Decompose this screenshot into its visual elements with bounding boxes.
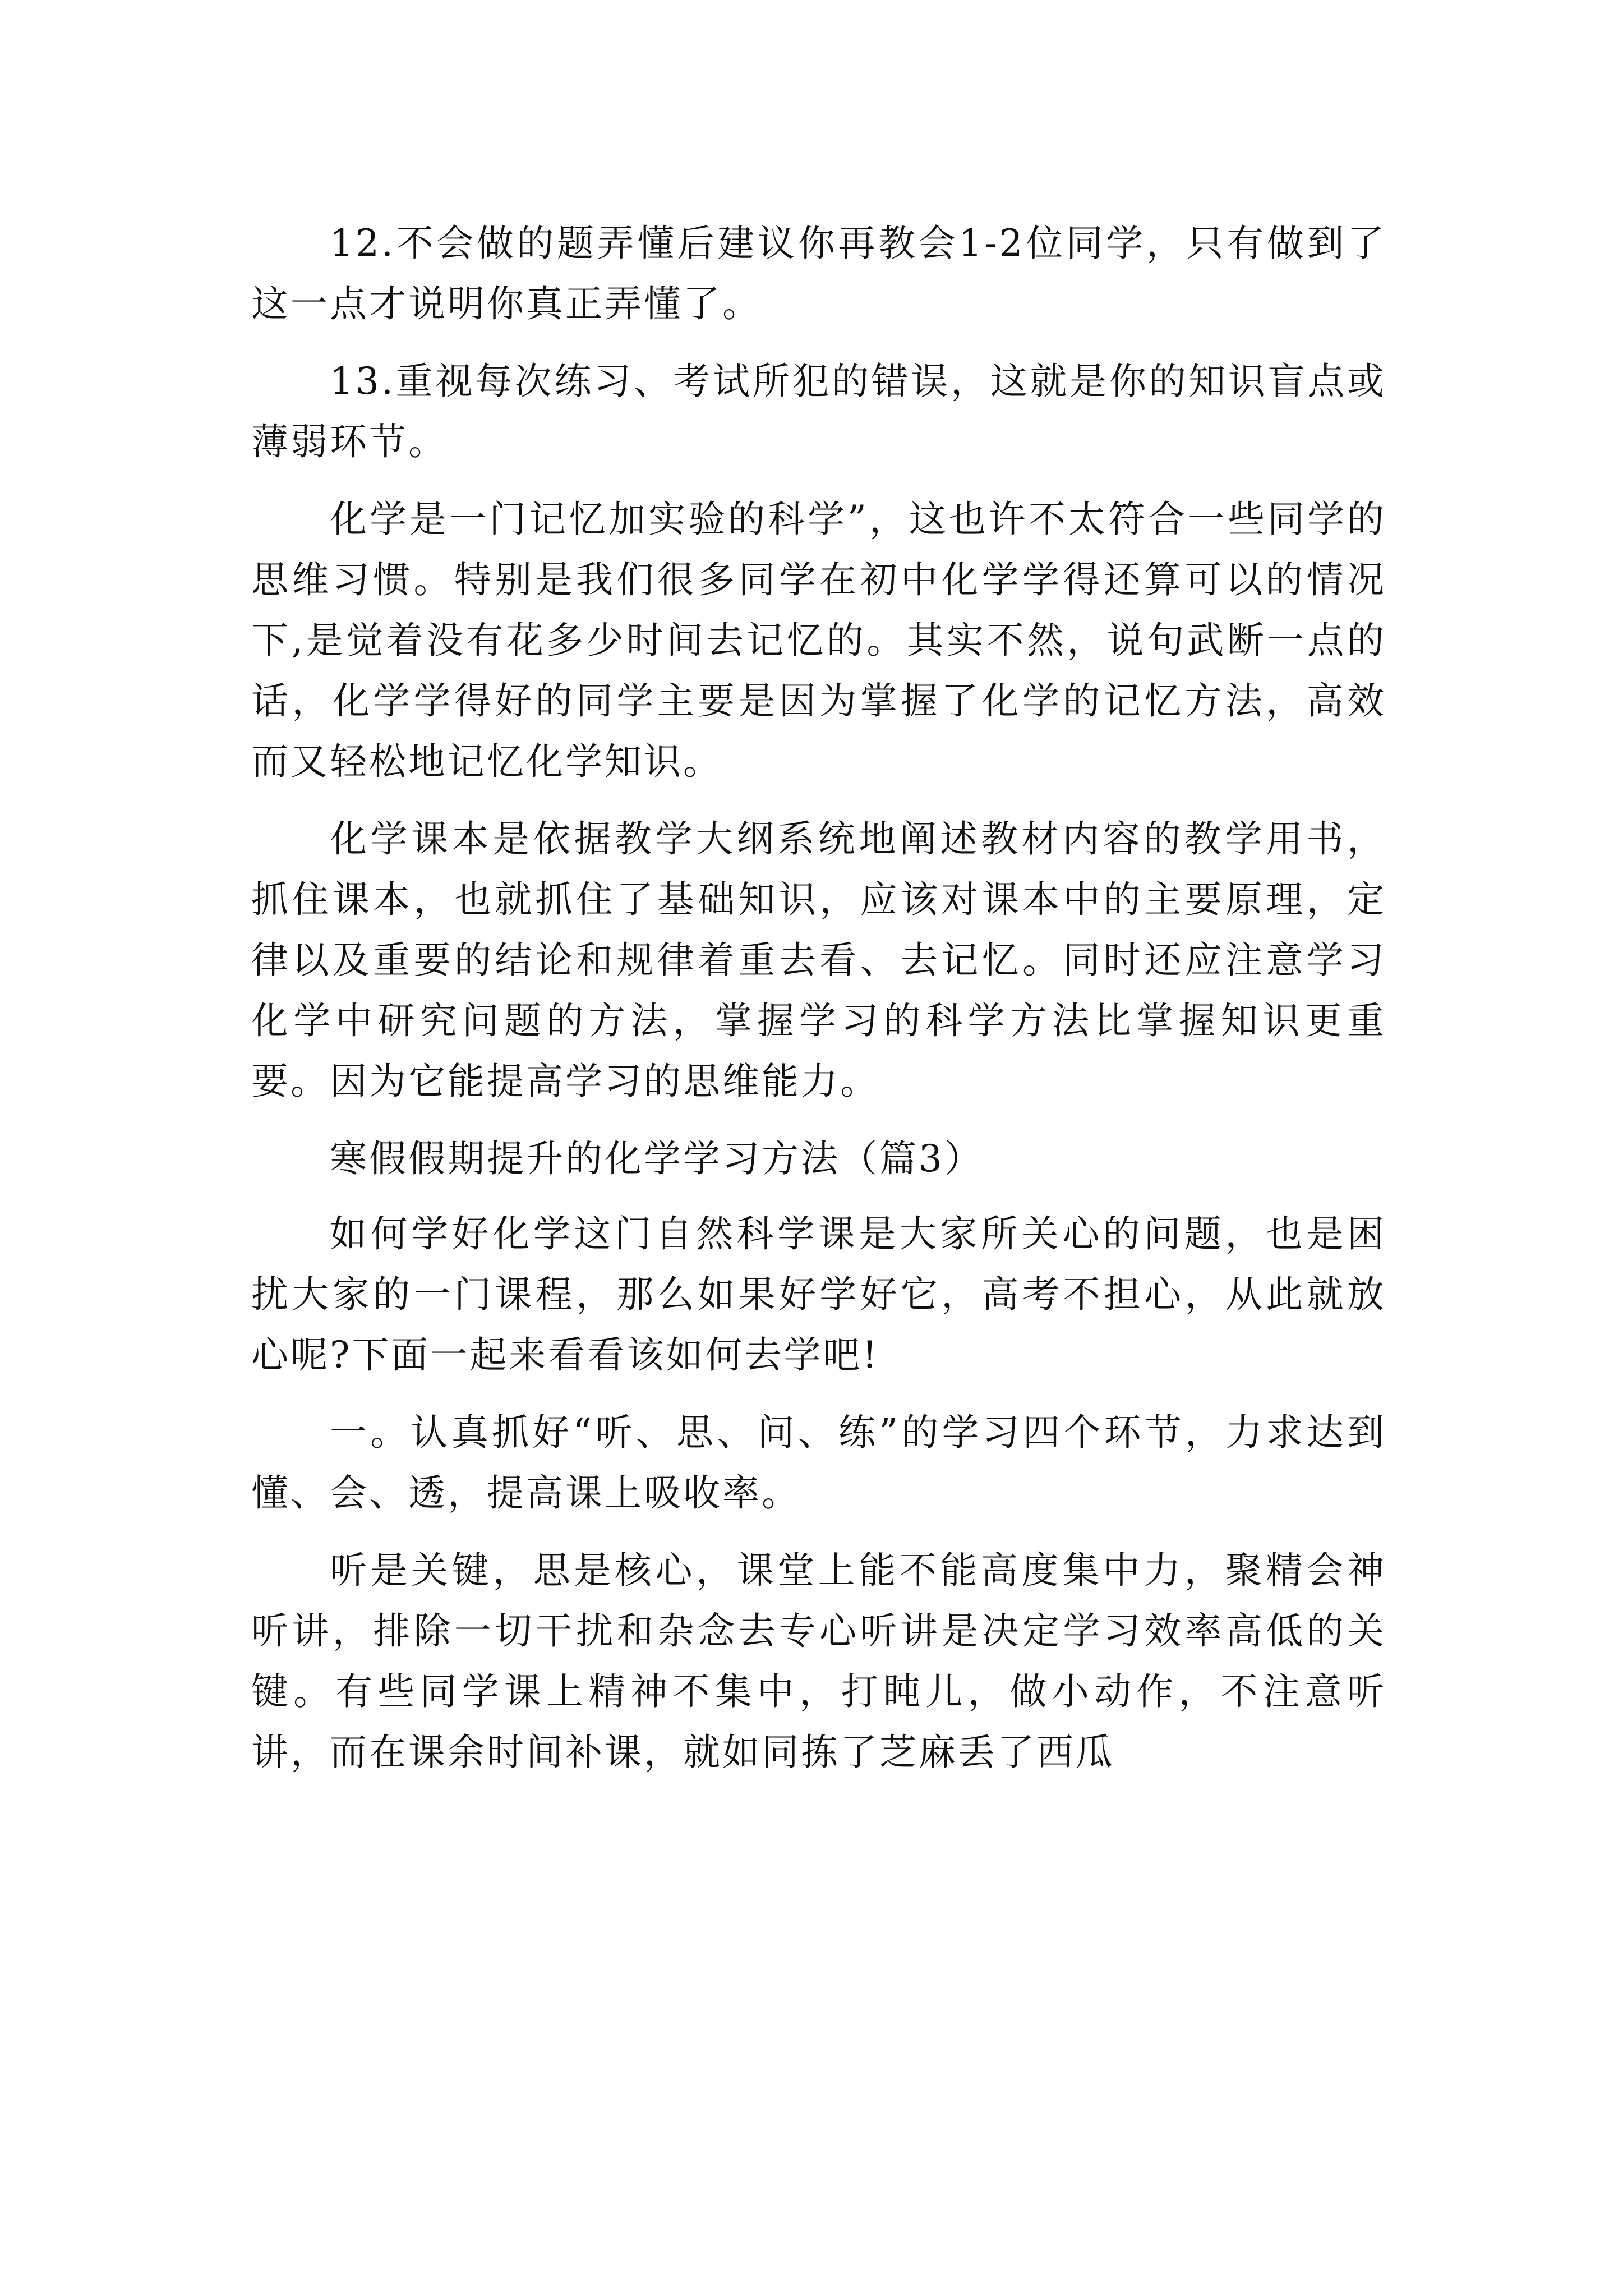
document-body [251,213,1386,1800]
paragraph-memory-science: 化学是一门记忆加实验的科学”，这也许不太符合一些同学的思维习惯。特别是我们很多同学在初中化学学得还算可以的情况下,是觉着没有花多少时间去记忆的。其实不然，说句武断一点的话，化学学得好的同学主要是因为掌握了化学的记忆方法，高效而又轻松地记忆化学知识。 [251,498,1386,783]
paragraph-textbook: 化学课本是依据教学大纲系统地阐述教材内容的教学用书，抓住课本，也就抓住了基础知识，应该对课本中的主要原理，定律以及重要的结论和规律着重去看、去记忆。同时还应注意学习化学中研究问题的方法，掌握学习的科学方法比掌握知识更重要。因为它能提高学习的思维能力。 [251,817,1386,1103]
paragraph-listening: 听是关键，思是核心，课堂上能不能高度集中力，聚精会神听讲，排除一切干扰和杂念去专心听讲是决定学习效率高低的关键。有些同学课上精神不集中，打盹儿，做小动作，不注意听讲，而在课余时间补课，就如同拣了芝麻丢了西瓜 [251,1549,1386,1774]
paragraph-four-steps: 一。认真抓好“听、思、问、练”的学习四个环节，力求达到懂、会、透，提高课上吸收率。 [251,1411,1386,1515]
paragraph-intro: 如何学好化学这门自然科学课是大家所关心的问题，也是困扰大家的一门课程，那么如果好学好它，高考不担心，从此就放心呢?下面一起来看看该如何去学吧! [251,1212,1386,1377]
section-heading: 寒假假期提升的化学学习方法（篇3） [330,1137,984,1180]
paragraph-tip-13: 13.重视每次练习、考试所犯的错误，这就是你的知识盲点或薄弱环节。 [251,360,1386,463]
paragraph-tip-12: 12.不会做的题弄懂后建议你再教会1-2位同学，只有做到了这一点才说明你真正弄懂了。 [251,222,1386,325]
